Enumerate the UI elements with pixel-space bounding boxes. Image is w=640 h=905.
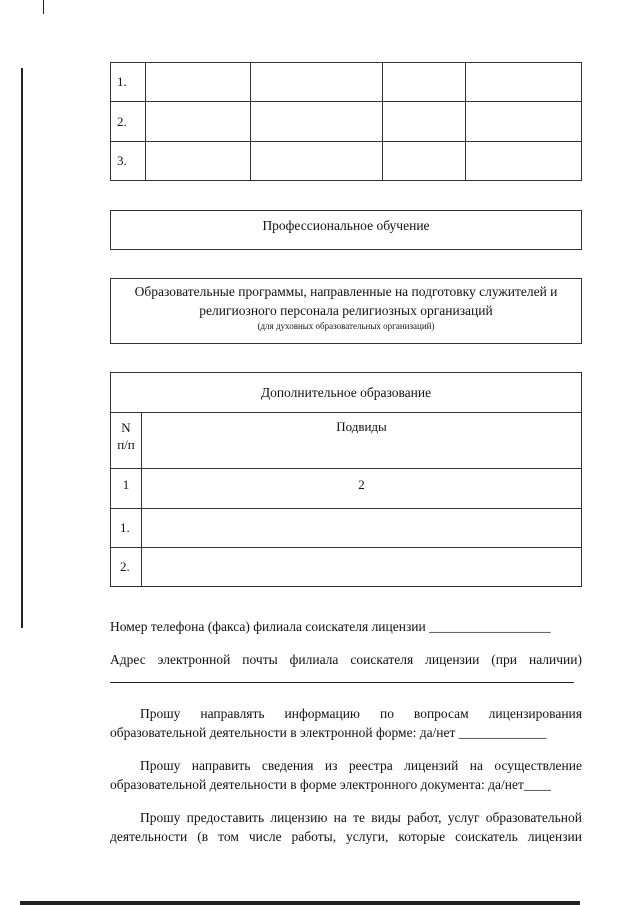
table-cell [466, 142, 582, 181]
row-number: 2. [111, 548, 142, 587]
email-field-line [110, 682, 574, 683]
table-cell [466, 63, 582, 102]
request-electronic-info-line1: Прошу направлять информацию по вопросам лицензирования [140, 706, 582, 721]
religious-programs-note: (для духовных образовательных организаций) [257, 321, 435, 331]
request-electronic-info-line2: образовательной деятельности в электронной форме: да/нет _____________ [110, 725, 547, 740]
request-electronic-info [110, 704, 582, 742]
request-license-types [110, 808, 582, 846]
scan-edge-top [43, 0, 44, 14]
col-header-number-line2: п/п [117, 437, 135, 452]
row-number: 3. [111, 142, 146, 181]
index-cell-2: 2 [142, 469, 582, 509]
additional-education-table [110, 372, 582, 587]
phone-field [110, 617, 582, 636]
table-cell [142, 509, 582, 548]
religious-programs-title-line1: Образовательные программы, направленные на подготовку служителей и [134, 284, 558, 299]
table-header-row [111, 373, 582, 413]
table-cell [383, 63, 466, 102]
table-cell [383, 142, 466, 181]
professional-training-box [110, 210, 582, 250]
table-cell [466, 102, 582, 142]
col-header-number-line1: N [121, 420, 131, 435]
phone-field-label: Номер телефона (факса) филиала соискателя лицензии __________________ [110, 619, 551, 634]
table-cell [383, 102, 466, 142]
row-number: 1. [111, 63, 146, 102]
scan-edge-left [21, 68, 23, 628]
additional-education-title: Дополнительное образование [111, 373, 582, 413]
col-header-subtypes: Подвиды [142, 413, 582, 469]
religious-programs-box [110, 278, 582, 344]
index-cell-1: 1 [111, 469, 142, 509]
table-row [111, 142, 582, 181]
table-cell [251, 142, 383, 181]
row-number: 2. [111, 102, 146, 142]
table-index-row [111, 469, 582, 509]
request-registry-info-line1: Прошу направить сведения из реестра лицензий на осуществление [140, 758, 582, 773]
request-registry-info-line2: образовательной деятельности в форме электронного документа: да/нет____ [110, 777, 551, 792]
table-cell [142, 548, 582, 587]
table-row [111, 102, 582, 142]
request-license-types-line2: деятельности (в том числе работы, услуги, которые соискатель лицензии [110, 829, 582, 844]
table-row [111, 63, 582, 102]
col-header-number [111, 413, 142, 469]
request-registry-info [110, 756, 582, 794]
table-cell [251, 63, 383, 102]
table-column-header-row [111, 413, 582, 469]
scan-edge-bottom [20, 901, 580, 905]
email-field-label: Адрес электронной почты филиала соискателя лицензии (при наличии) [110, 652, 582, 667]
table-cell [146, 63, 251, 102]
religious-programs-title-line2: религиозного персонала религиозных организаций [199, 303, 493, 318]
table-cell [251, 102, 383, 142]
numbered-table-top [110, 62, 582, 181]
table-cell [146, 102, 251, 142]
email-field [110, 650, 582, 669]
table-cell [146, 142, 251, 181]
table-row [111, 548, 582, 587]
professional-training-title: Профессиональное обучение [262, 218, 430, 233]
table-row [111, 509, 582, 548]
request-license-types-line1: Прошу предоставить лицензию на те виды работ, услуг образовательной [140, 810, 582, 825]
row-number: 1. [111, 509, 142, 548]
